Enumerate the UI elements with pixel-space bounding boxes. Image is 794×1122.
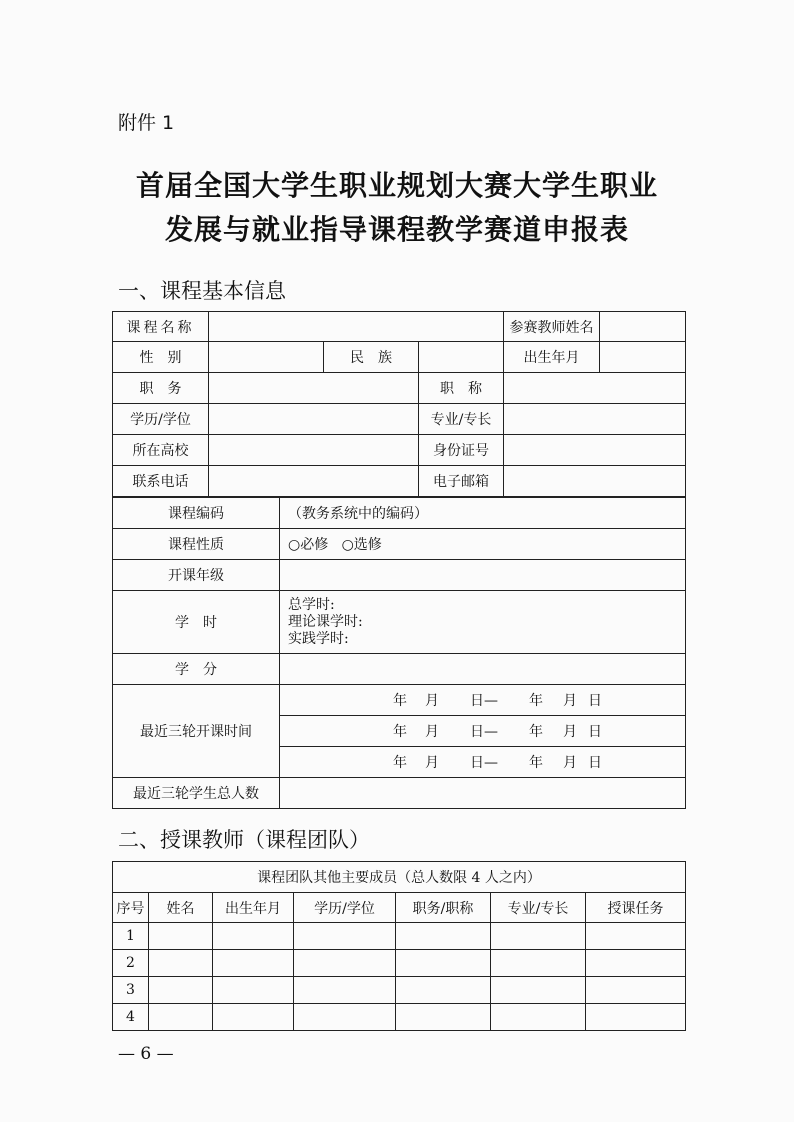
column-header: 序号 — [113, 893, 149, 923]
label-course-name: 课程名称 — [113, 312, 209, 342]
section1-heading: 一、课程基本信息 — [118, 279, 286, 303]
date-range-row[interactable] — [280, 747, 686, 778]
table-row — [113, 950, 686, 977]
cell[interactable] — [294, 950, 396, 977]
course-code-hint: （教务系统中的编码） — [288, 506, 428, 522]
cell[interactable] — [213, 1004, 294, 1031]
column-header: 姓名 — [149, 893, 213, 923]
team-table — [112, 861, 686, 1031]
date-year2: 年 — [529, 693, 543, 709]
field-degree[interactable] — [209, 404, 419, 435]
label-title: 职 称 — [419, 373, 504, 404]
field-teacher-name[interactable] — [600, 312, 686, 342]
field-phone[interactable] — [209, 466, 419, 497]
course-info-table — [112, 497, 686, 809]
field-credits[interactable] — [280, 654, 686, 685]
practice-hours-label: 实践学时: — [288, 630, 349, 647]
field-ethnicity[interactable] — [419, 342, 504, 373]
label-recent-terms: 最近三轮开课时间 — [113, 685, 280, 778]
section2-heading: 二、授课教师（课程团队） — [118, 828, 370, 852]
theory-hours-label: 理论课学时: — [288, 613, 363, 630]
label-position: 职 务 — [113, 373, 209, 404]
table-row — [113, 977, 686, 1004]
cell[interactable] — [491, 923, 586, 950]
field-course-name[interactable] — [209, 312, 504, 342]
cell[interactable] — [149, 977, 213, 1004]
column-header: 出生年月 — [213, 893, 294, 923]
cell[interactable] — [491, 1004, 586, 1031]
page-number: — 6 — — [118, 1044, 174, 1064]
label-grade: 开课年级 — [113, 560, 280, 591]
form-title-line1: 首届全国大学生职业规划大赛大学生职业 — [135, 169, 658, 202]
form-title-line2: 发展与就业指导课程教学赛道申报表 — [164, 213, 629, 246]
label-degree: 学历/学位 — [113, 404, 209, 435]
field-email[interactable] — [504, 466, 686, 497]
column-header: 专业/专长 — [491, 893, 586, 923]
total-hours-label: 总学时: — [288, 596, 335, 613]
column-header: 授课任务 — [586, 893, 686, 923]
label-id-number: 身份证号 — [419, 435, 504, 466]
date-month2: 月 — [563, 693, 577, 709]
label-major: 专业/专长 — [419, 404, 504, 435]
date-range-row[interactable] — [280, 685, 686, 716]
date-month2: 月 — [563, 755, 577, 771]
field-course-code[interactable] — [280, 498, 686, 529]
team-table-title: 课程团队其他主要成员（总人数限 4 人之内） — [113, 862, 686, 893]
field-grade[interactable] — [280, 560, 686, 591]
cell[interactable] — [586, 950, 686, 977]
table-row — [113, 923, 686, 950]
date-day-dash: 日— — [470, 755, 498, 771]
label-gender: 性 别 — [113, 342, 209, 373]
team-table-header — [113, 893, 686, 923]
field-school[interactable] — [209, 435, 419, 466]
date-month: 月 — [425, 755, 439, 771]
date-month: 月 — [425, 693, 439, 709]
cell[interactable] — [396, 1004, 491, 1031]
table-row — [113, 1004, 686, 1031]
date-month: 月 — [425, 724, 439, 740]
cell[interactable] — [213, 950, 294, 977]
label-course-nature: 课程性质 — [113, 529, 280, 560]
column-header: 职务/职称 — [396, 893, 491, 923]
cell[interactable] — [586, 923, 686, 950]
label-hours: 学 时 — [113, 591, 280, 654]
date-month2: 月 — [563, 724, 577, 740]
field-gender[interactable] — [209, 342, 324, 373]
label-recent-students: 最近三轮学生总人数 — [113, 778, 280, 809]
cell[interactable] — [491, 950, 586, 977]
field-course-nature — [280, 529, 686, 560]
date-year: 年 — [393, 724, 407, 740]
cell[interactable] — [149, 950, 213, 977]
label-course-code: 课程编码 — [113, 498, 280, 529]
date-year2: 年 — [529, 724, 543, 740]
field-major[interactable] — [504, 404, 686, 435]
column-header: 学历/学位 — [294, 893, 396, 923]
cell[interactable] — [294, 923, 396, 950]
cell[interactable] — [213, 923, 294, 950]
field-birth[interactable] — [600, 342, 686, 373]
cell[interactable] — [213, 977, 294, 1004]
date-year2: 年 — [529, 755, 543, 771]
date-day-dash: 日— — [470, 724, 498, 740]
cell[interactable] — [396, 977, 491, 1004]
field-position[interactable] — [209, 373, 419, 404]
field-id-number[interactable] — [504, 435, 686, 466]
label-school: 所在高校 — [113, 435, 209, 466]
date-day-dash: 日— — [470, 693, 498, 709]
field-hours[interactable] — [280, 591, 686, 654]
cell[interactable] — [491, 977, 586, 1004]
row-number: 1 — [113, 923, 149, 950]
row-number: 2 — [113, 950, 149, 977]
label-credits: 学 分 — [113, 654, 280, 685]
date-day: 日 — [588, 724, 602, 740]
attachment-label: 附件 1 — [118, 112, 175, 134]
date-year: 年 — [393, 693, 407, 709]
date-year: 年 — [393, 755, 407, 771]
cell[interactable] — [149, 1004, 213, 1031]
row-number: 4 — [113, 1004, 149, 1031]
label-email: 电子邮箱 — [419, 466, 504, 497]
field-recent-students[interactable] — [280, 778, 686, 809]
date-day: 日 — [588, 755, 602, 771]
radio-required[interactable]: ○必修 — [288, 537, 329, 553]
date-range-row[interactable] — [280, 716, 686, 747]
label-ethnicity: 民 族 — [324, 342, 419, 373]
label-birth: 出生年月 — [504, 342, 600, 373]
field-title[interactable] — [504, 373, 686, 404]
cell[interactable] — [294, 1004, 396, 1031]
cell[interactable] — [396, 950, 491, 977]
cell[interactable] — [586, 977, 686, 1004]
label-teacher-name: 参赛教师姓名 — [504, 312, 600, 342]
cell[interactable] — [294, 977, 396, 1004]
date-day: 日 — [588, 693, 602, 709]
row-number: 3 — [113, 977, 149, 1004]
radio-elective[interactable]: ○选修 — [341, 537, 382, 553]
label-phone: 联系电话 — [113, 466, 209, 497]
basic-info-table — [112, 311, 686, 497]
cell[interactable] — [586, 1004, 686, 1031]
cell[interactable] — [396, 923, 491, 950]
cell[interactable] — [149, 923, 213, 950]
